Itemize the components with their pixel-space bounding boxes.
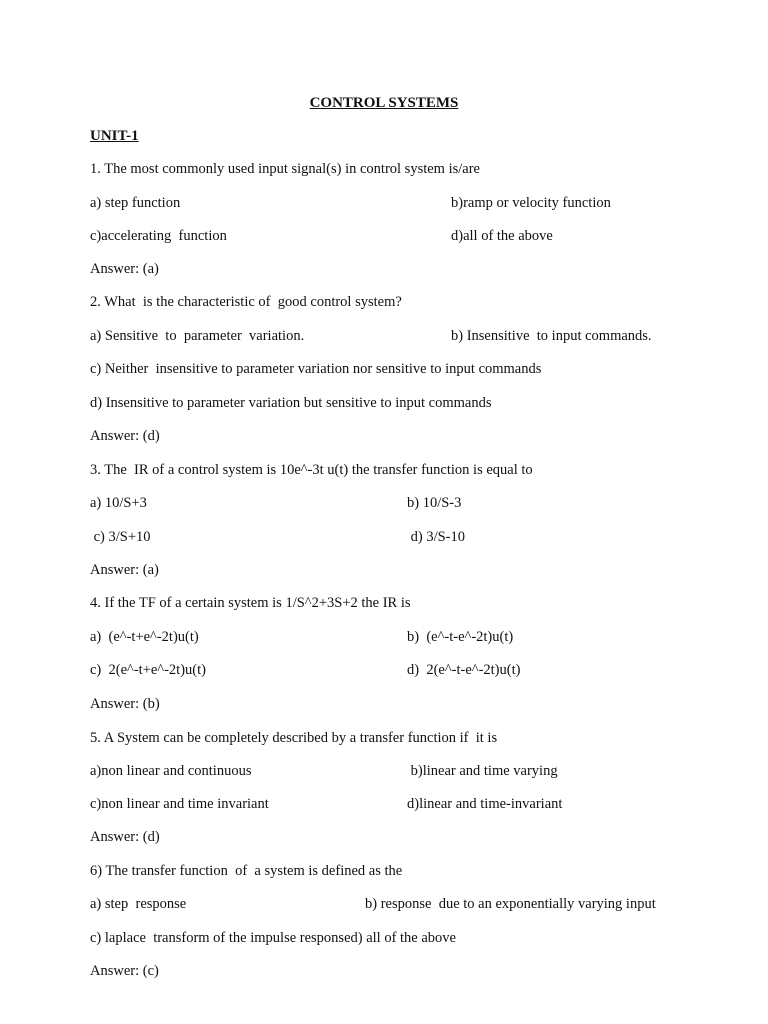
q4-option-d: d) 2(e^-t-e^-2t)u(t) (407, 662, 521, 678)
q6-option-c: c) laplace transform of the impulse responsed) all of the above (90, 930, 456, 946)
question-4-text: 4. If the TF of a certain system is 1/S^2+3S+2 the IR is (90, 595, 411, 611)
q6-answer: Answer: (c) (90, 963, 159, 979)
q2-option-c: c) Neither insensitive to parameter variation nor sensitive to input commands (90, 361, 542, 377)
q5-option-c: c)non linear and time invariant (90, 796, 269, 812)
q3-answer: Answer: (a) (90, 562, 159, 578)
q1-option-d: d)all of the above (451, 228, 553, 244)
question-6-text: 6) The transfer function of a system is defined as the (90, 863, 403, 879)
q6-option-b: b) response due to an exponentially varying input (365, 896, 656, 912)
q4-option-c: c) 2(e^-t+e^-2t)u(t) (90, 662, 206, 678)
q2-option-a: a) Sensitive to parameter variation. (90, 328, 305, 344)
q2-answer: Answer: (d) (90, 428, 160, 444)
q3-option-d: d) 3/S-10 (407, 529, 465, 545)
q5-option-d: d)linear and time-invariant (407, 796, 563, 812)
q5-answer: Answer: (d) (90, 829, 160, 845)
q1-option-a: a) step function (90, 195, 181, 211)
question-1-text: 1. The most commonly used input signal(s) in control system is/are (90, 161, 480, 177)
question-3-text: 3. The IR of a control system is 10e^-3t u(t) the transfer function is equal to (90, 462, 533, 478)
q1-option-c: c)accelerating function (90, 228, 227, 244)
q4-answer: Answer: (b) (90, 696, 160, 712)
q4-option-a: a) (e^-t+e^-2t)u(t) (90, 629, 199, 645)
q2-option-b: b) Insensitive to input commands. (451, 328, 652, 344)
question-5-text: 5. A System can be completely described by a transfer function if it is (90, 730, 498, 746)
q6-option-a: a) step response (90, 896, 187, 912)
q4-option-b: b) (e^-t-e^-2t)u(t) (407, 629, 514, 645)
unit-heading: UNIT-1 (90, 128, 139, 144)
q3-option-b: b) 10/S-3 (407, 495, 462, 511)
q1-option-b: b)ramp or velocity function (451, 195, 611, 211)
q5-option-b: b)linear and time varying (407, 763, 558, 779)
q1-answer: Answer: (a) (90, 261, 159, 277)
page-title: CONTROL SYSTEMS (309, 95, 459, 111)
question-2-text: 2. What is the characteristic of good control system? (90, 294, 402, 310)
q3-option-a: a) 10/S+3 (90, 495, 147, 511)
q3-option-c: c) 3/S+10 (90, 529, 151, 545)
q2-option-d: d) Insensitive to parameter variation but sensitive to input commands (90, 395, 492, 411)
q5-option-a: a)non linear and continuous (90, 763, 252, 779)
